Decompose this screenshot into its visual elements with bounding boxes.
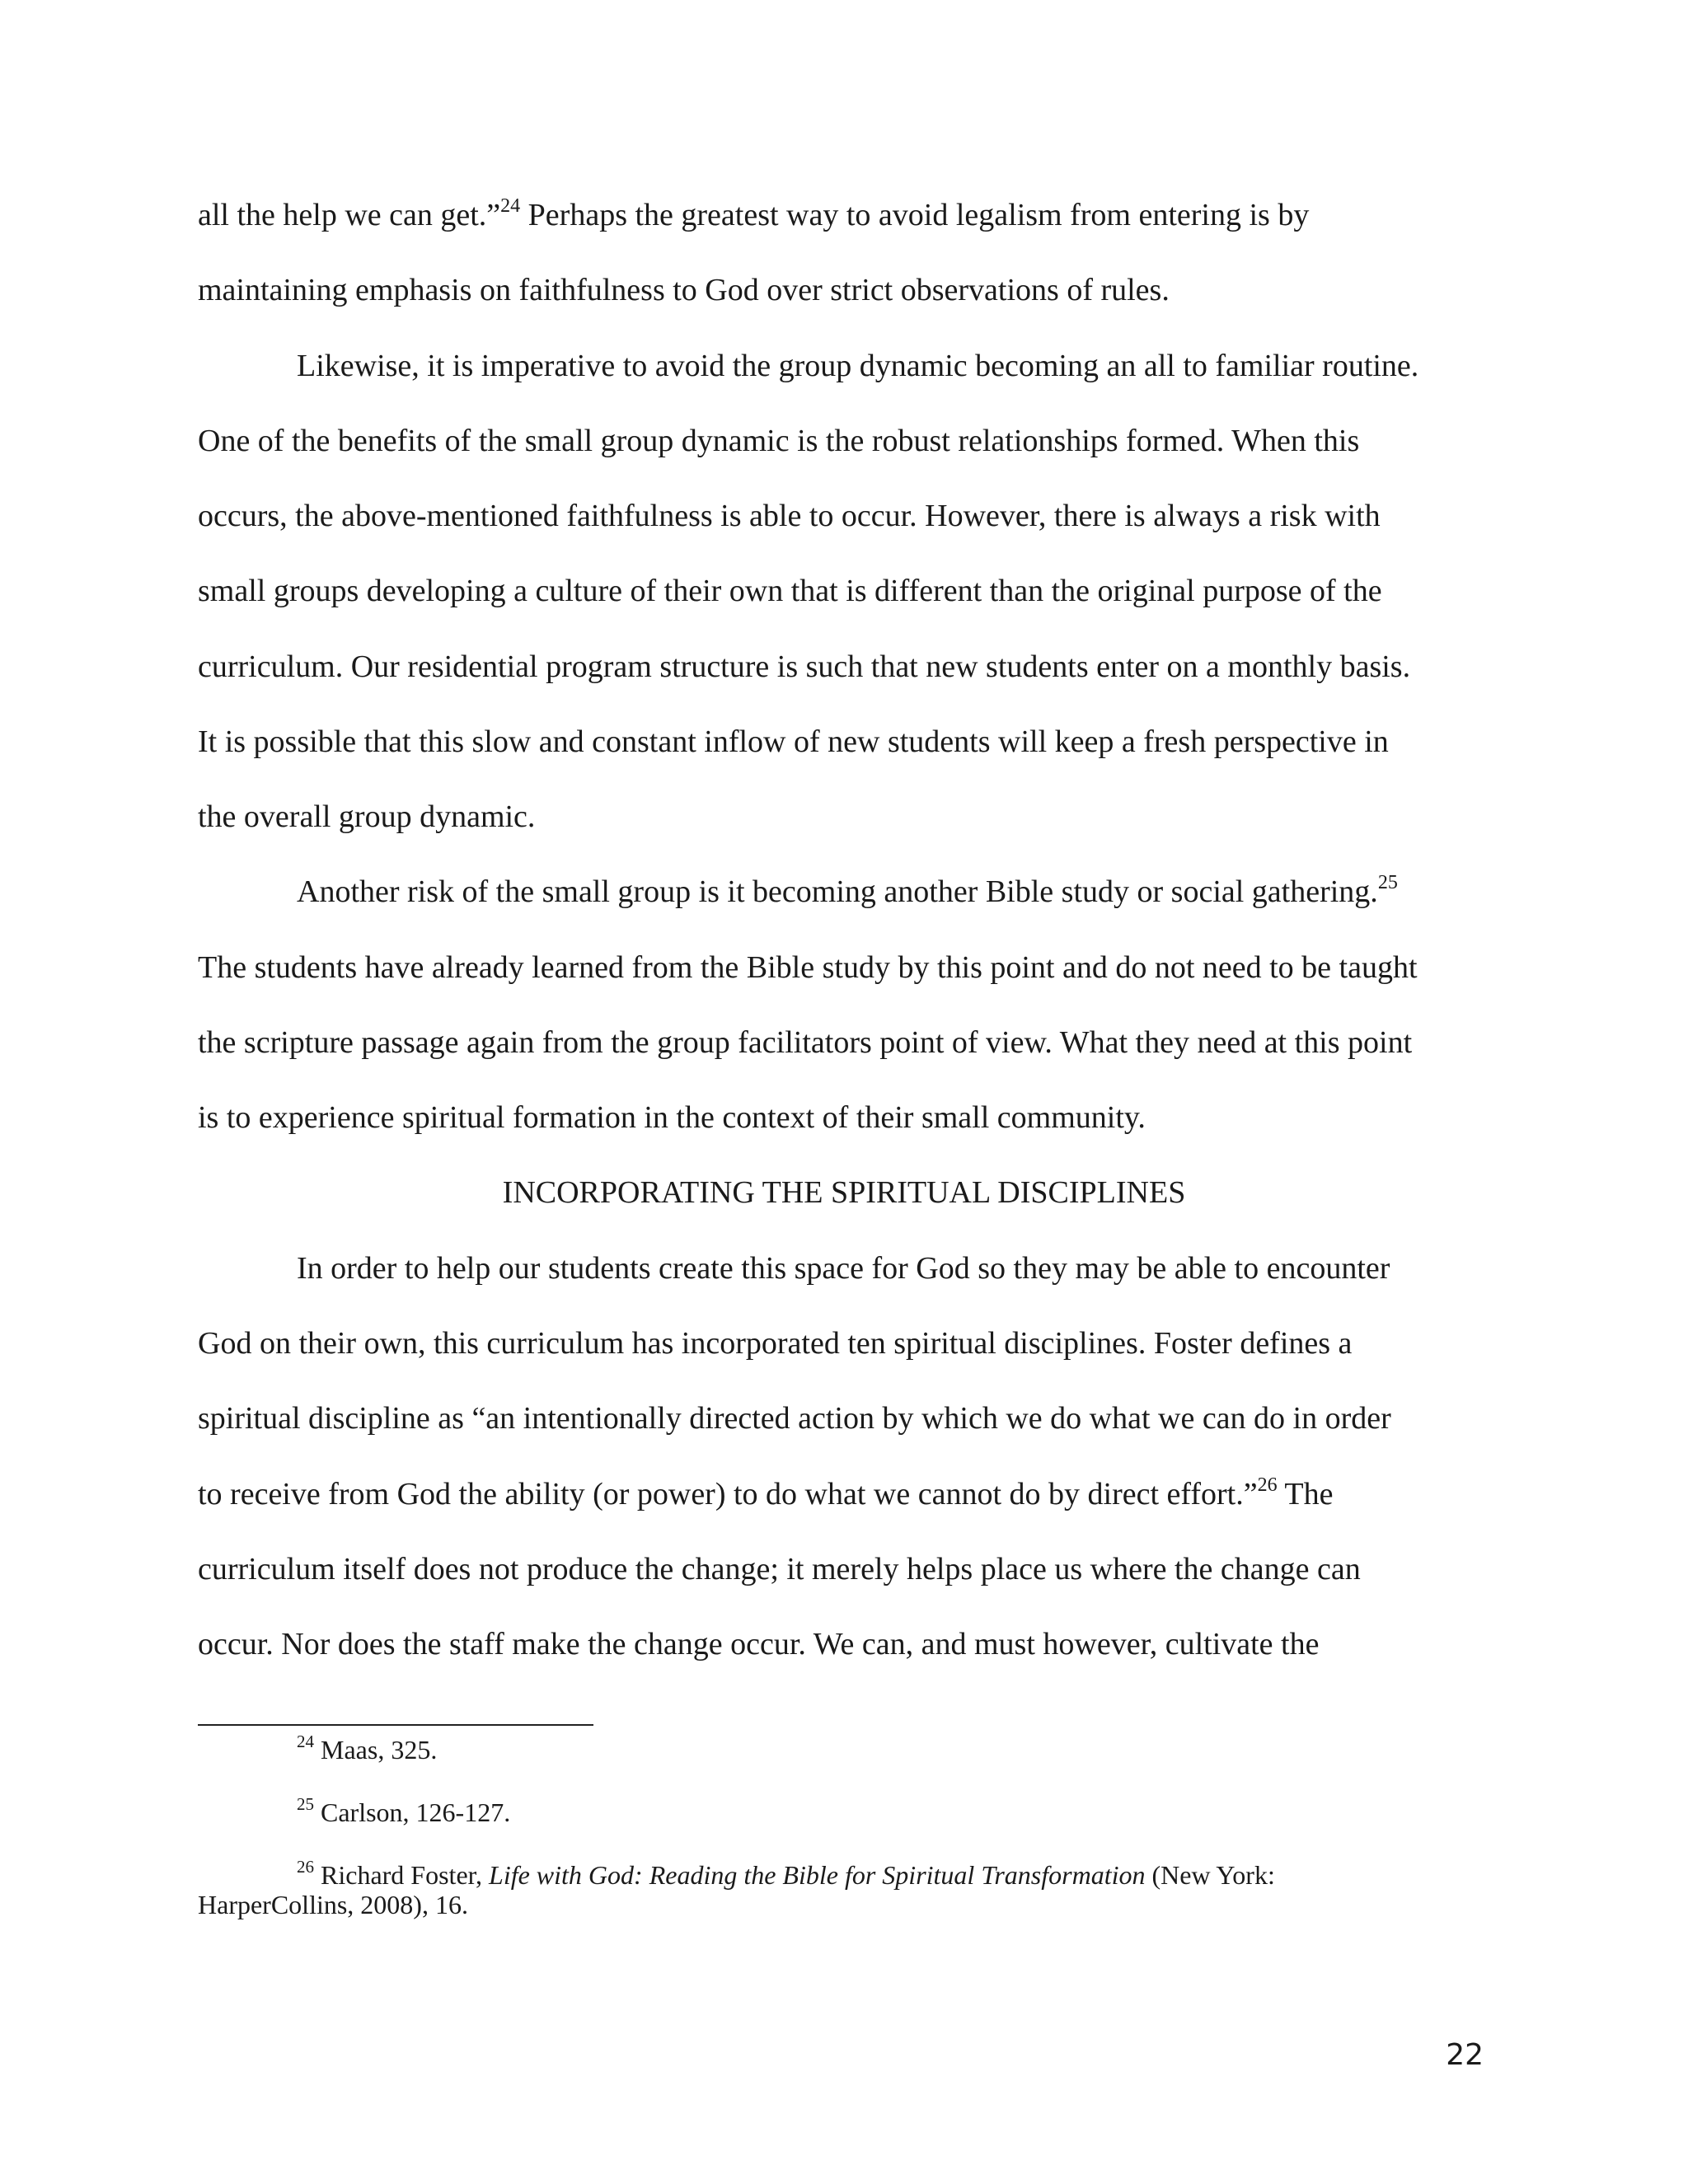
body-line: It is possible that this slow and constant inflow of new students will keep a fresh perspective in xyxy=(198,724,1389,759)
footnote-text: Carlson, 126-127. xyxy=(314,1797,511,1827)
body-line xyxy=(198,1475,1334,1513)
footnote-book-title: Life with God: Reading the Bible for Spiritual Transformation xyxy=(489,1860,1146,1890)
footnote-24 xyxy=(297,1734,437,1765)
section-heading: INCORPORATING THE SPIRITUAL DISCIPLINES xyxy=(502,1175,1186,1210)
body-line xyxy=(198,196,1309,234)
body-line: occurs, the above-mentioned faithfulness is able to occur. However, there is always a risk with xyxy=(198,499,1381,533)
text-run: Perhaps the greatest way to avoid legalism from entering is by xyxy=(520,198,1310,232)
text-run: all the help we can get.” xyxy=(198,198,501,232)
footnote-26 xyxy=(297,1859,1275,1891)
body-line: the scripture passage again from the group facilitators point of view. What they need at this point xyxy=(198,1025,1413,1060)
body-line: Likewise, it is imperative to avoid the group dynamic becoming an all to familiar routine. xyxy=(297,349,1419,383)
footnote-26-continuation: HarperCollins, 2008), 16. xyxy=(198,1890,468,1919)
text-run: to receive from God the ability (or power) to do what we cannot do by direct effort.” xyxy=(198,1477,1258,1511)
footnote-number: 25 xyxy=(297,1794,314,1815)
footnote-text: (New York: xyxy=(1145,1860,1275,1890)
body-line: the overall group dynamic. xyxy=(198,799,536,834)
body-line: One of the benefits of the small group dynamic is the robust relationships formed. When this xyxy=(198,424,1360,458)
body-line: is to experience spiritual formation in the context of their small community. xyxy=(198,1100,1146,1135)
footnote-text: Maas, 325. xyxy=(314,1735,438,1765)
body-line: God on their own, this curriculum has incorporated ten spiritual disciplines. Foster defines a xyxy=(198,1326,1353,1361)
footnote-ref: 25 xyxy=(1377,872,1398,894)
footnote-ref: 26 xyxy=(1257,1474,1278,1497)
body-line: In order to help our students create this space for God so they may be able to encounter xyxy=(297,1251,1390,1286)
text-run: Another risk of the small group is it becoming another Bible study or social gathering. xyxy=(297,874,1378,909)
page-number: 22 xyxy=(1446,2038,1484,2072)
footnote-25 xyxy=(297,1794,511,1828)
body-line: curriculum itself does not produce the change; it merely helps place us where the change can xyxy=(198,1552,1361,1586)
body-line: maintaining emphasis on faithfulness to God over strict observations of rules. xyxy=(198,273,1170,307)
body-line: occur. Nor does the staff make the change occur. We can, and must however, cultivate the xyxy=(198,1627,1320,1661)
body-line: spiritual discipline as “an intentionally directed action by which we do what we can do in order xyxy=(198,1401,1391,1436)
body-line xyxy=(297,873,1398,911)
footnote-separator xyxy=(198,1724,593,1726)
footnote-number: 24 xyxy=(297,1732,314,1752)
body-line: small groups developing a culture of their own that is different than the original purpose of the xyxy=(198,574,1382,608)
footnote-ref: 24 xyxy=(500,195,521,218)
footnote-text: Richard Foster, xyxy=(314,1860,490,1890)
body-line: curriculum. Our residential program structure is such that new students enter on a monthly basis. xyxy=(198,649,1411,684)
body-line: The students have already learned from the Bible study by this point and do not need to be taught xyxy=(198,950,1418,985)
footnote-number: 26 xyxy=(297,1857,314,1877)
text-run: The xyxy=(1277,1477,1334,1511)
